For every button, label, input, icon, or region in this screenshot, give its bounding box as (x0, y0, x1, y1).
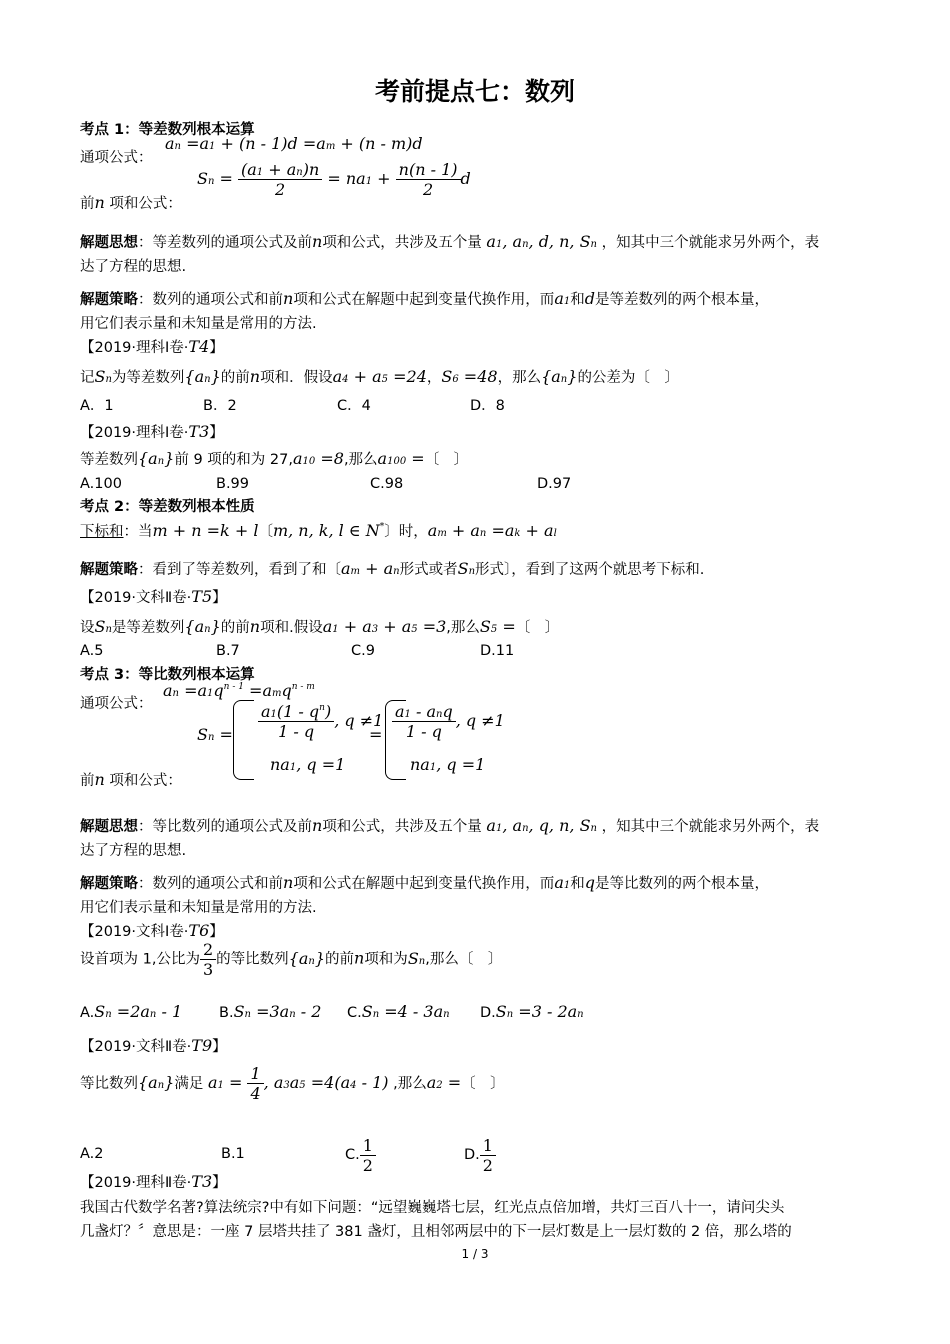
q2-option-c: C.98 (370, 476, 404, 492)
q1-option-a: A．1 (80, 398, 114, 414)
strategy-1-cont: 用它们表示量和未知量是常用的方法. (80, 316, 317, 332)
q6-line-2: 几盏灯？〞意思是：一座 7 层塔共挂了 381 盏灯，且相邻两层中的下一层灯数是上一层灯数的 2 倍，那么塔的 (80, 1224, 792, 1240)
geo-general-formula: an $=a1q^{n - 1} =amq^{n - m}$ (163, 681, 315, 700)
q1-option-b: B．2 (203, 398, 237, 414)
geo-sum-eq: = (369, 725, 383, 744)
q4-option-a: A.Sn =2an - 1 (80, 1002, 183, 1021)
idea-1-cont: 达了方程的思想. (80, 259, 187, 275)
q4-option-b: B.Sn =3an - 2 (219, 1002, 322, 1021)
idea-1: 解题思想：等差数列的通项公式及前n项和公式，共涉及五个量 a1, an, d, n, Sn ，知其中三个就能求另外两个，表 (80, 232, 820, 251)
arith-general-formula: an =a1 + (n - 1)d =am + (n - m)d (165, 134, 423, 153)
q4-option-d: D.Sn =3 - 2an (480, 1002, 584, 1021)
q2-stem: 等差数列{an}前 9 项的和为 27,a10 =8,那么a100 =〔 〕 (80, 449, 469, 468)
general-formula-1: 通项公式： (80, 150, 153, 166)
geo-sum-case-1a: $\frac{a1(1 - q^n)}{1 - q}$ , q ≠1 (258, 702, 383, 741)
geo-sum-case-1b: na1, q =1 (270, 755, 346, 774)
q1-stem: 记Sn为等差数列{an}的前n项和．假设a4 + a5 =24，S6 =48，那么{an}的公差为〔 〕 (80, 367, 679, 386)
geo-sum-brace-1 (233, 700, 254, 780)
q3-option-d: D.11 (480, 643, 515, 659)
q3-option-a: A.5 (80, 643, 104, 659)
section-heading-1: 考点 1：等差数列根本运算 (80, 122, 255, 138)
geo-sum-case-2b: na1, q =1 (410, 755, 486, 774)
sum-formula-label-3: 前n 项和公式： (80, 770, 182, 789)
q6-source: 【2019·理科Ⅱ卷·T3】 (80, 1172, 227, 1191)
sum-formula-label-1: 前n 项和公式： (80, 193, 182, 212)
geo-sum-lhs: Sn = (197, 725, 233, 744)
section-heading-2: 考点 2：等差数列根本性质 (80, 499, 255, 515)
q2-option-b: B.99 (216, 476, 250, 492)
page-number: 1 / 3 (461, 1247, 489, 1261)
subscript-sum-rule: 下标和：当m + n =k + l〔m, n, k, l ∈ N*〕时，am + an =ak + al (80, 521, 557, 540)
q3-stem: 设Sn是等差数列{an}的前n项和.假设a1 + a3 + a5 =3,那么S5 =〔 〕 (80, 617, 560, 636)
strategy-3-cont: 用它们表示量和未知量是常用的方法. (80, 900, 317, 916)
q2-source: 【2019·理科Ⅰ卷·T3】 (80, 422, 224, 441)
q6-line-1: 我国古代数学名著?算法统宗?中有如下问题：“远望巍巍塔七层，红光点点倍加增，共灯三百八十一，请问尖头 (80, 1200, 785, 1216)
general-formula-3: 通项公式： (80, 696, 153, 712)
q1-source: 【2019·理科Ⅰ卷·T4】 (80, 337, 224, 356)
q5-source: 【2019·文科Ⅱ卷·T9】 (80, 1036, 227, 1055)
section-heading-3: 考点 3：等比数列根本运算 (80, 667, 255, 683)
strategy-2: 解题策略：看到了等差数列，看到了和〔am + an形式或者Sn形式〕，看到了这两个就思考下标和. (80, 559, 705, 578)
q3-source: 【2019·文科Ⅱ卷·T5】 (80, 587, 227, 606)
q5-option-c: C. $\frac{1}{2}$ (345, 1113, 376, 1175)
q4-option-c: C.Sn =4 - 3an (347, 1002, 450, 1021)
q2-option-a: A.100 (80, 476, 122, 492)
q5-option-a: A.2 (80, 1146, 104, 1162)
q5-stem: 等比数列{an}满足 a1 = $\frac{1}{4}$ , a3a5 =4(a4 - 1) ,那么a2 =〔 〕 (80, 1064, 505, 1103)
strategy-3: 解题策略：数列的通项公式和前n项和公式在解题中起到变量代换作用，而a1和q是等比数列的两个根本量， (80, 873, 769, 892)
q3-option-b: B.7 (216, 643, 240, 659)
q1-option-d: D．8 (470, 398, 505, 414)
q3-option-c: C.9 (351, 643, 375, 659)
strategy-1: 解题策略：数列的通项公式和前n项和公式在解题中起到变量代换作用，而a1和d是等差数列的两个根本量， (80, 289, 769, 308)
idea-3-cont: 达了方程的思想. (80, 843, 187, 859)
q4-source: 【2019·文科Ⅰ卷·T6】 (80, 921, 224, 940)
arith-sum-formula: Sn = $\frac{(a1 + an)n}{2}$ = na1 + $\frac{n(n - 1)}{2}$ d (197, 160, 471, 199)
q5-option-b: B.1 (221, 1146, 245, 1162)
page-title: 考前提点七：数列 (374, 77, 575, 106)
geo-sum-case-2a: $\frac{\text{a1 - anq}}{1 - q}$ , q ≠1 (392, 702, 505, 741)
q1-option-c: C．4 (337, 398, 371, 414)
idea-3: 解题思想：等比数列的通项公式及前n项和公式，共涉及五个量 a1, an, q, n, Sn ，知其中三个就能求另外两个，表 (80, 816, 820, 835)
q5-option-d: D. $\frac{1}{2}$ (464, 1113, 496, 1175)
q2-option-d: D.97 (537, 476, 572, 492)
q4-stem: 设首项为 1,公比为 $\frac{2}{3}$ 的等比数列{an}的前n项和为Sn,那么〔 〕 (80, 940, 503, 979)
